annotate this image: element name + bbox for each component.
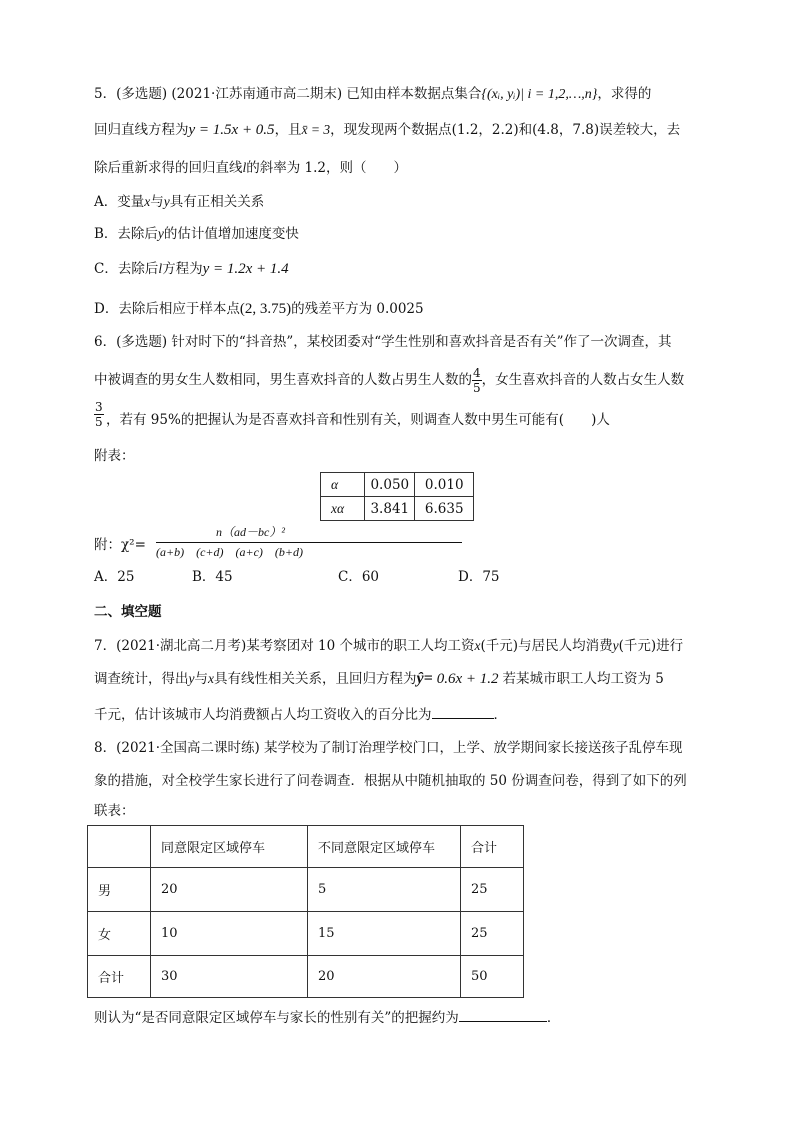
- q6-option-d: D．75: [458, 569, 500, 585]
- table-cell: 合计: [88, 956, 151, 998]
- q8-line2: 象的措施，对全校学生家长进行了问卷调查．根据从中随机抽取的 50 份调查问卷，得到了如下的列: [94, 773, 687, 789]
- option-text: 方程为: [162, 261, 203, 277]
- q6-option-a: A．25: [94, 569, 135, 585]
- q5-line3: [94, 158, 407, 178]
- table-row: [321, 497, 474, 521]
- q8-text: ．: [546, 1010, 561, 1026]
- q5-option-b: [94, 224, 299, 244]
- formula-numerator: n（ad－bc）²: [216, 525, 285, 539]
- var-y: y: [163, 194, 170, 209]
- q5-text: ，且: [274, 122, 302, 138]
- sample-point: (2, 3.75): [239, 301, 292, 317]
- frac-num: 3: [95, 400, 103, 414]
- table-header-cell: 合计: [461, 826, 524, 868]
- q6-line2: [94, 366, 684, 395]
- q8-line3: 联表：: [94, 803, 135, 819]
- q5-line2: [94, 120, 680, 140]
- table-cell: 5: [308, 868, 461, 912]
- table-header-cell: [88, 826, 151, 868]
- q7-text: 与: [194, 671, 208, 687]
- option-text: D．去除后相应于样本点: [94, 301, 240, 317]
- table-cell: α: [321, 473, 365, 497]
- table-cell: 男: [88, 868, 151, 912]
- q5-regression-eq: y = 1.5x + 0.5: [188, 122, 275, 138]
- q7-line3: [94, 705, 507, 725]
- var-l: l: [158, 261, 163, 276]
- table-cell: 25: [461, 868, 524, 912]
- q8-line1: 8．(2021·全国高二课时练) 某学校为了制订治理学校门口，上学、放学期间家长接送孩子乱停车现: [94, 740, 683, 756]
- q5-text: ，现发现两个数据点(1.2，2.2)和(4.8，7.8)误差较大，去: [330, 122, 681, 138]
- table-cell: 0.050: [365, 473, 415, 497]
- frac-den: 5: [473, 381, 481, 395]
- option-text: C．去除后: [94, 261, 159, 277]
- critical-value-table: [320, 472, 474, 521]
- option-text: 与: [150, 194, 164, 210]
- var-y: y: [188, 671, 195, 686]
- q5-option-c-eq: y = 1.2x + 1.4: [202, 261, 289, 277]
- q7-text: 千元，估计该城市人均消费额占人均工资收入的百分比为: [94, 707, 432, 723]
- option-text: A．变量: [94, 194, 145, 210]
- q5-line1: [94, 84, 651, 105]
- q7-line1: [94, 636, 683, 656]
- q7-text: (千元)与居民人均消费: [480, 638, 613, 654]
- table-cell: 50: [461, 956, 524, 998]
- var-x: x: [144, 194, 151, 209]
- q5-option-a: [94, 192, 264, 212]
- q8-text: 则认为“是否同意限定区域停车与家长的性别有关”的把握约为: [94, 1010, 459, 1026]
- table-cell: 20: [308, 956, 461, 998]
- table-header-row: [88, 826, 524, 868]
- formula-denominator: (a+b) (c+d) (a+c) (b+d): [156, 545, 304, 559]
- table-cell: 3.841: [365, 497, 415, 521]
- table-cell: xα: [321, 497, 365, 521]
- var-x: x: [208, 671, 214, 686]
- section-heading: 二、填空题: [94, 604, 162, 620]
- frac-den: 5: [95, 415, 103, 429]
- q7-line2: [94, 669, 664, 689]
- chi-square-formula: [94, 523, 374, 563]
- table-cell: 6.635: [415, 497, 474, 521]
- option-text: 具有正相关关系: [169, 194, 265, 210]
- var-x: x: [474, 638, 481, 653]
- option-text: 的残差平方为 0.0025: [291, 301, 424, 317]
- q7-text: 调查统计，得出: [94, 671, 189, 687]
- q7-regression-eq: 0.6x + 1.2: [436, 671, 499, 687]
- contingency-table: [87, 825, 524, 998]
- q6-text: 中被调查的男女生人数相同，男生喜欢抖音的人数占男生人数的: [94, 372, 472, 388]
- fraction-three-fifths: [94, 400, 104, 429]
- table-row: [88, 956, 524, 998]
- q5-text: 除后重新求得的回归直线: [94, 160, 243, 176]
- q7-text: 若某城市职工人均工资为 5: [502, 671, 664, 687]
- q5-stem: 5．(多选题) (2021·江苏南通市高二期末) 已知由样本数据点集合: [94, 86, 482, 102]
- q6-text: ，女生喜欢抖音的人数占女生人数: [481, 372, 685, 388]
- y-hat: ŷ=: [416, 670, 433, 687]
- q5-text: ，求得的: [597, 86, 652, 102]
- q5-option-c: [94, 259, 289, 279]
- q6-line3: ，若有 95%的把握认为是否喜欢抖音和性别有关，则调查人数中男生可能有( )人: [106, 412, 610, 428]
- frac-num: 4: [473, 366, 481, 380]
- q7-text: 具有线性相关关系，且回归方程为: [214, 671, 417, 687]
- q5-text: 的斜率为 1.2，则（ ）: [246, 160, 408, 176]
- table-header-cell: 不同意限定区域停车: [308, 826, 461, 868]
- option-text: B．去除后: [94, 226, 158, 242]
- q5-option-d: [94, 299, 424, 319]
- var-y: y: [612, 638, 619, 653]
- table-header-cell: 同意限定区域停车: [151, 826, 308, 868]
- table-cell: 25: [461, 912, 524, 956]
- q7-text: 7．(2021·湖北高二月考)某考察团对 10 个城市的职工人均工资: [94, 638, 475, 654]
- formula-label: 附：χ²=: [94, 537, 146, 553]
- q6-line1: 6．(多选题) 针对时下的“抖音热”，某校团委对“学生性别和喜欢抖音是否有关”作了一次调查，其: [94, 334, 672, 350]
- table-cell: 10: [151, 912, 308, 956]
- answer-blank[interactable]: [432, 718, 494, 719]
- table-row: [88, 868, 524, 912]
- q8-last-line: [94, 1008, 560, 1028]
- q6-option-b: B．45: [192, 569, 233, 585]
- table-row: [321, 473, 474, 497]
- option-text: 的估计值增加速度变快: [163, 226, 299, 242]
- table-cell: 女: [88, 912, 151, 956]
- q6-option-c: C．60: [338, 569, 380, 585]
- var-y: y: [157, 226, 164, 241]
- table-cell: 0.010: [415, 473, 474, 497]
- table-cell: 15: [308, 912, 461, 956]
- table-row: [88, 912, 524, 956]
- q5-line-l: l: [242, 160, 247, 175]
- fraction-four-fifths: [472, 366, 482, 395]
- answer-blank[interactable]: [459, 1021, 547, 1022]
- table-cell: 30: [151, 956, 308, 998]
- q5-text: 回归直线方程为: [94, 122, 189, 138]
- q7-text: ．: [493, 707, 507, 723]
- q6-appendix-label: 附表：: [94, 448, 135, 464]
- q5-set: {(xᵢ, yᵢ)| i = 1,2,…,n}: [481, 87, 598, 102]
- q7-text: (千元)进行: [618, 638, 684, 654]
- table-cell: 20: [151, 868, 308, 912]
- q5-xbar: x̄ = 3: [301, 122, 331, 137]
